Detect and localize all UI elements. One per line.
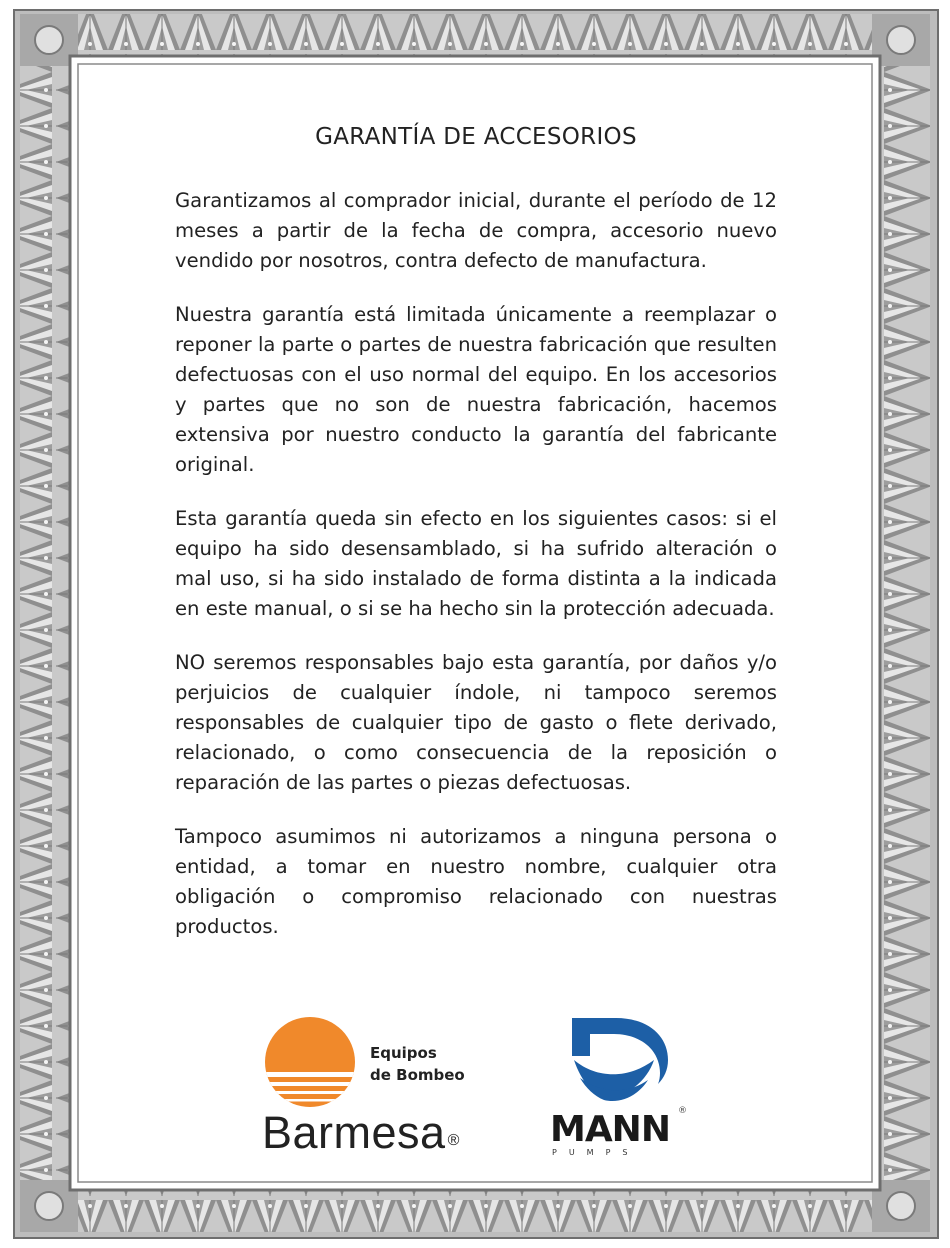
mann-registered-mark: ® [678,1106,687,1116]
paragraph-coverage: Garantizamos al comprador inicial, durante el período de 12 meses a partir de la fecha de compra, accesorio nuevo vendido por nosotros, contra defecto de manufactura. [175,189,777,272]
barmesa-tagline-line1: Equipos [370,1044,437,1062]
paragraph-exclusions: Esta garantía queda sin efecto en los siguientes casos: si el equipo ha sido desensamblado, si ha sufrido alteración o mal uso, si ha sido instalado de forma distinta a la indicada en este manual, o si se ha hecho sin la protección adecuada. [175,507,777,620]
barmesa-wordmark [262,1108,460,1158]
page-title: GARANTÍA DE ACCESORIOS [315,124,637,150]
paragraph-authorization: Tampoco asumimos ni autorizamos a ninguna persona o entidad, a tomar en nuestro nombre, cualquier otra obligación o compromiso relacionado con nuestras productos. [175,825,777,938]
paragraph-limitations: Nuestra garantía está limitada únicamente a reemplazar o reponer la parte o partes de nuestra fabricación que resulten defectuosas con el uso normal del equipo. En los accesorios y partes que no son de nuestra fabricación, hacemos extensiva por nuestro conducto la garantía del fabricante original. [175,303,777,476]
warranty-content [175,124,777,966]
barmesa-logo [250,1010,490,1170]
paragraph-liability: NO seremos responsables bajo esta garantía, por daños y/o perjuicios de cualquier índole, ni tampoco seremos responsables de cualquier tipo de gasto o flete derivado, relacionado, o como consecuencia de la reposición o reparación de las partes o piezas defectuosas. [175,651,777,794]
mann-wave-icon [568,1014,678,1106]
barmesa-tagline [370,1042,465,1086]
barmesa-name: Barmesa [262,1107,446,1158]
mann-pumps-logo [550,1014,690,1164]
mann-subtitle: PUMPS [552,1148,640,1157]
barmesa-tagline-line2: de Bombeo [370,1066,465,1084]
sun-icon [264,1016,356,1108]
barmesa-registered-mark: ® [447,1132,460,1149]
mann-wordmark: MANN [550,1109,670,1150]
brand-logos [250,1010,710,1170]
